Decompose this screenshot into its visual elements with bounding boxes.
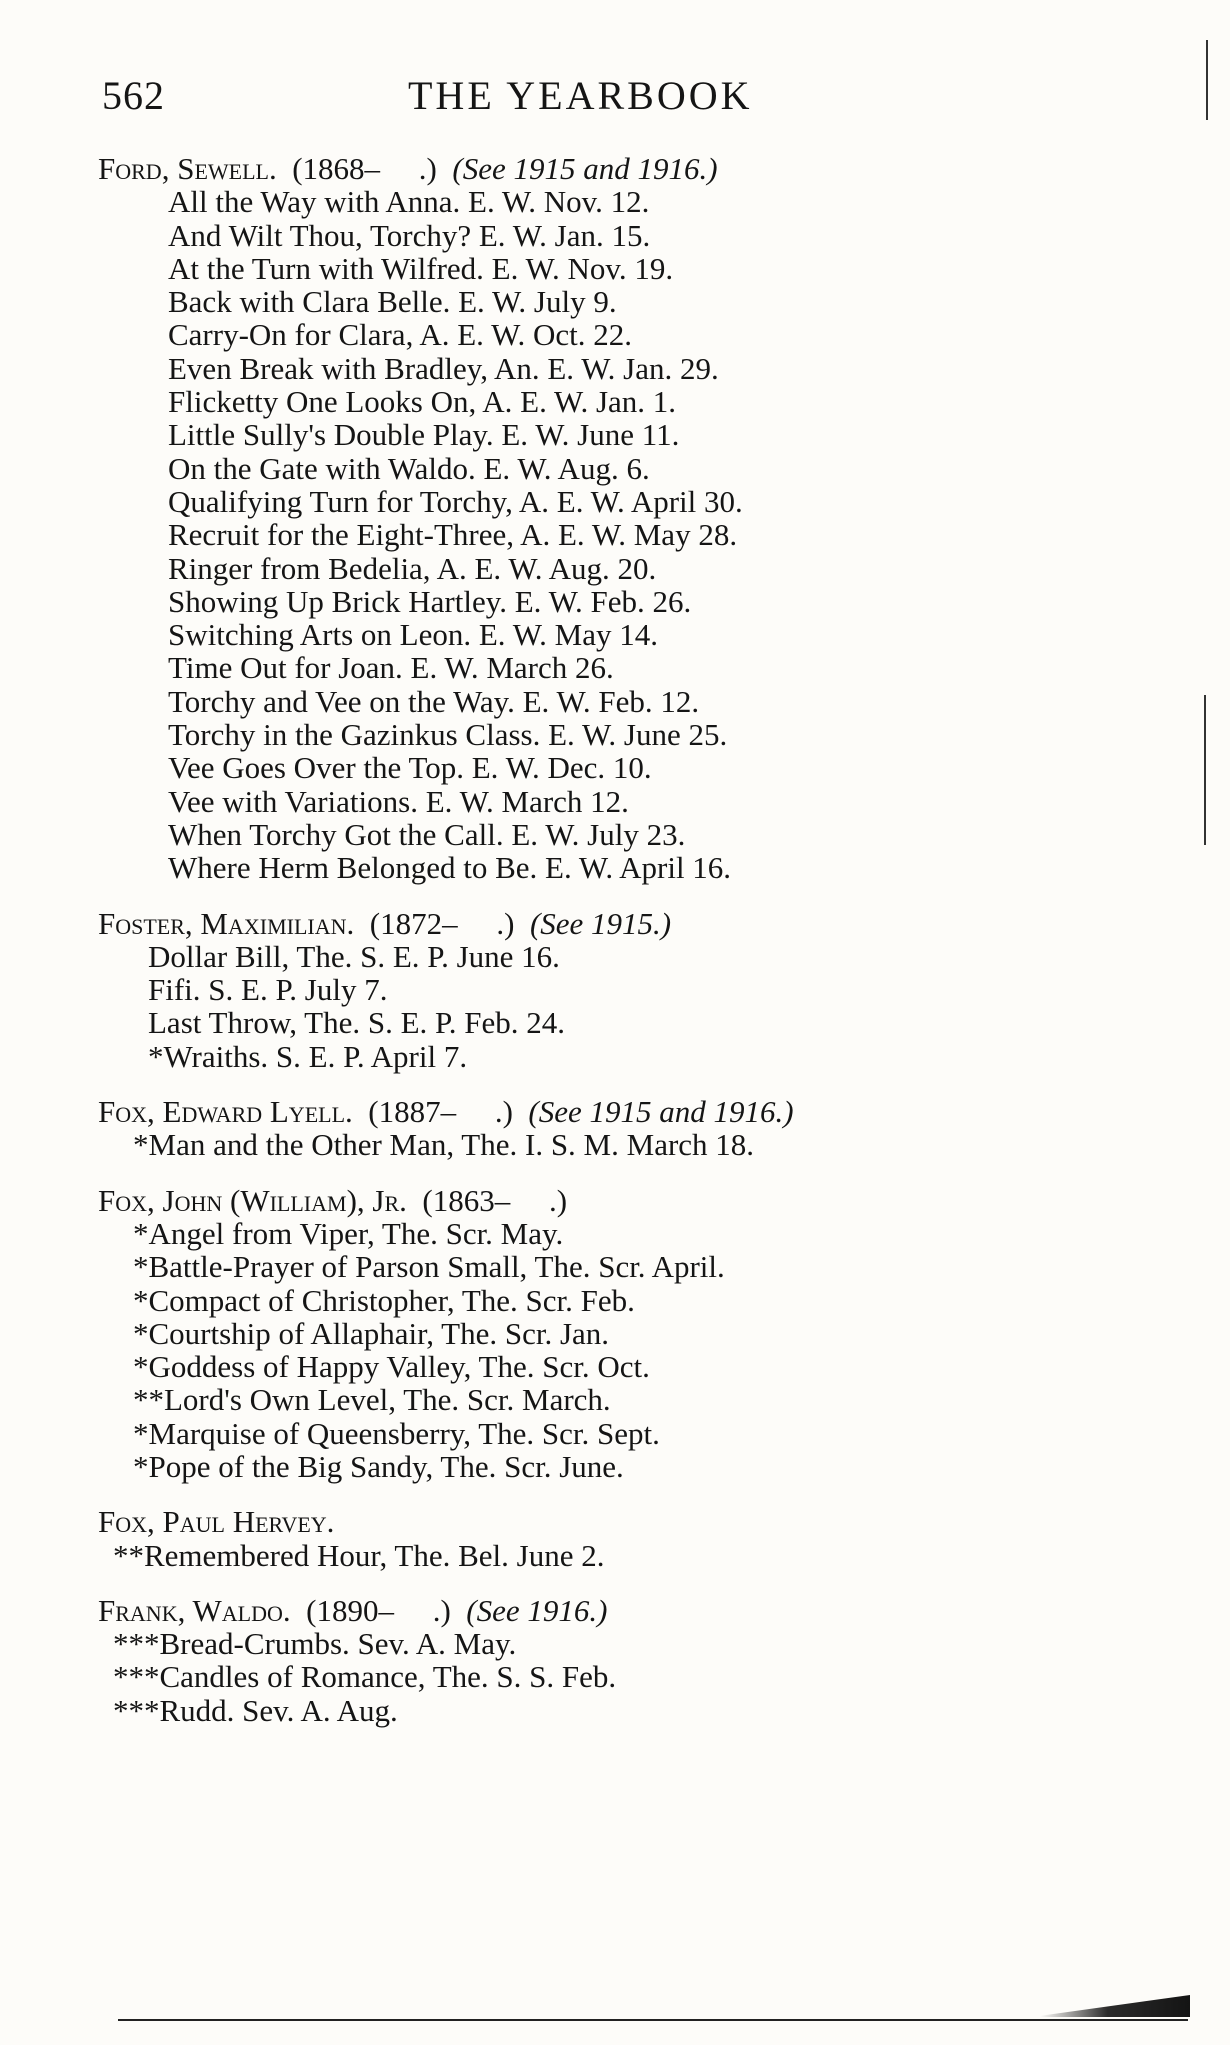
author-name: rank, Waldo. (115, 1592, 291, 1628)
cross-reference-note: (See 1915 and 1916.) (528, 1094, 794, 1130)
story-listing: Even Break with Bradley, An. E. W. Jan. 29. (168, 350, 719, 386)
story-listing: Torchy in the Gazinkus Class. E. W. June 25. (168, 717, 728, 753)
story-listing: Vee with Variations. E. W. March 12. (168, 783, 629, 819)
author-heading (98, 152, 1148, 185)
story-listing: Recruit for the Eight-Three, A. E. W. May 28. (168, 517, 738, 553)
author-entry (98, 1594, 1148, 1727)
story-listing: *Goddess of Happy Valley, The. Scr. Oct. (133, 1349, 650, 1385)
author-entry (98, 1095, 1148, 1162)
story-listing: Ringer from Bedelia, A. E. W. Aug. 20. (168, 550, 657, 586)
author-initial: F (98, 151, 116, 186)
cross-reference-note: (See 1915 and 1916.) (452, 151, 718, 186)
author-dates: (1890– .) (306, 1592, 451, 1628)
author-initial: F (98, 1504, 116, 1540)
author-entry (98, 1505, 1148, 1572)
story-listing: ***Bread-Crumbs. Sev. A. May. (113, 1626, 517, 1662)
author-dates: (1887– .) (368, 1094, 513, 1130)
story-listing: *Pope of the Big Sandy, The. Scr. June. (133, 1448, 624, 1484)
story-listing: ***Rudd. Sev. A. Aug. (113, 1692, 398, 1728)
author-heading (98, 907, 1148, 940)
story-listing: Where Herm Belonged to Be. E. W. April 16. (168, 850, 732, 886)
author-dates: (1863– .) (422, 1182, 568, 1218)
story-listing: Qualifying Turn for Torchy, A. E. W. April 30. (168, 483, 743, 519)
author-initial: F (98, 905, 116, 941)
author-initial: F (98, 1592, 116, 1628)
scan-smudge (1040, 1995, 1190, 2017)
author-name: ox, Edward Lyell. (115, 1094, 353, 1130)
author-dates: (1868– .) (292, 151, 437, 186)
author-heading (98, 1184, 1148, 1217)
story-listing: ***Candles of Romance, The. S. S. Feb. (113, 1659, 617, 1695)
story-listing: And Wilt Thou, Torchy? E. W. Jan. 15. (168, 217, 651, 253)
author-name: ox, Paul Hervey. (115, 1504, 335, 1540)
story-listing: *Battle-Prayer of Parson Small, The. Scr. April. (133, 1249, 725, 1285)
author-entry (98, 152, 1148, 885)
author-entry (98, 1184, 1148, 1484)
bottom-rule (118, 2019, 1188, 2021)
story-listing: Showing Up Brick Hartley. E. W. Feb. 26. (168, 583, 692, 619)
story-listing: Switching Arts on Leon. E. W. May 14. (168, 617, 658, 653)
author-heading (98, 1095, 1148, 1128)
story-listing: Last Throw, The. S. E. P. Feb. 24. (148, 1005, 566, 1041)
story-listing: *Angel from Viper, The. Scr. May. (133, 1215, 564, 1251)
story-listing: **Lord's Own Level, The. Scr. March. (133, 1382, 611, 1418)
story-listing: On the Gate with Waldo. E. W. Aug. 6. (168, 450, 650, 486)
author-name: ord, Sewell. (115, 151, 277, 186)
author-heading (98, 1594, 1148, 1627)
author-name: oster, Maximilian. (115, 905, 355, 941)
story-listing: At the Turn with Wilfred. E. W. Nov. 19. (168, 250, 674, 286)
story-listing: Time Out for Joan. E. W. March 26. (168, 650, 614, 686)
story-listing: When Torchy Got the Call. E. W. July 23. (168, 816, 686, 852)
story-listing: Vee Goes Over the Top. E. W. Dec. 10. (168, 750, 652, 786)
running-head: THE YEARBOOK (408, 73, 753, 118)
author-dates: (1872– .) (369, 905, 515, 941)
story-listing: Dollar Bill, The. S. E. P. June 16. (148, 938, 560, 974)
scan-edge-mark (1204, 695, 1206, 845)
author-entry (98, 907, 1148, 1073)
story-listing: Carry-On for Clara, A. E. W. Oct. 22. (168, 317, 633, 353)
scan-edge-mark (1206, 40, 1208, 120)
author-name: ox, John (William), Jr. (115, 1182, 407, 1218)
index-content (98, 152, 1148, 1749)
page-number: 562 (102, 73, 165, 118)
story-listing: *Wraiths. S. E. P. April 7. (148, 1038, 468, 1074)
author-heading (98, 1505, 1148, 1538)
cross-reference-note: (See 1916.) (466, 1592, 608, 1628)
story-listing: Little Sully's Double Play. E. W. June 11. (168, 417, 680, 453)
cross-reference-note: (See 1915.) (529, 905, 672, 941)
story-listing: Back with Clara Belle. E. W. July 9. (168, 284, 617, 320)
story-listing: *Courtship of Allaphair, The. Scr. Jan. (133, 1315, 610, 1351)
story-listing: All the Way with Anna. E. W. Nov. 12. (168, 184, 650, 220)
author-initial: F (98, 1094, 116, 1130)
story-listing: Fifi. S. E. P. July 7. (148, 972, 388, 1008)
story-listing: **Remembered Hour, The. Bel. June 2. (113, 1537, 605, 1573)
author-initial: F (98, 1182, 116, 1218)
story-listing: *Man and the Other Man, The. I. S. M. March 18. (133, 1127, 755, 1163)
story-listing: *Marquise of Queensberry, The. Scr. Sept. (133, 1415, 660, 1451)
story-listing: Flicketty One Looks On, A. E. W. Jan. 1. (168, 384, 677, 420)
story-listing: Torchy and Vee on the Way. E. W. Feb. 12. (168, 683, 700, 719)
story-listing: *Compact of Christopher, The. Scr. Feb. (133, 1282, 635, 1318)
